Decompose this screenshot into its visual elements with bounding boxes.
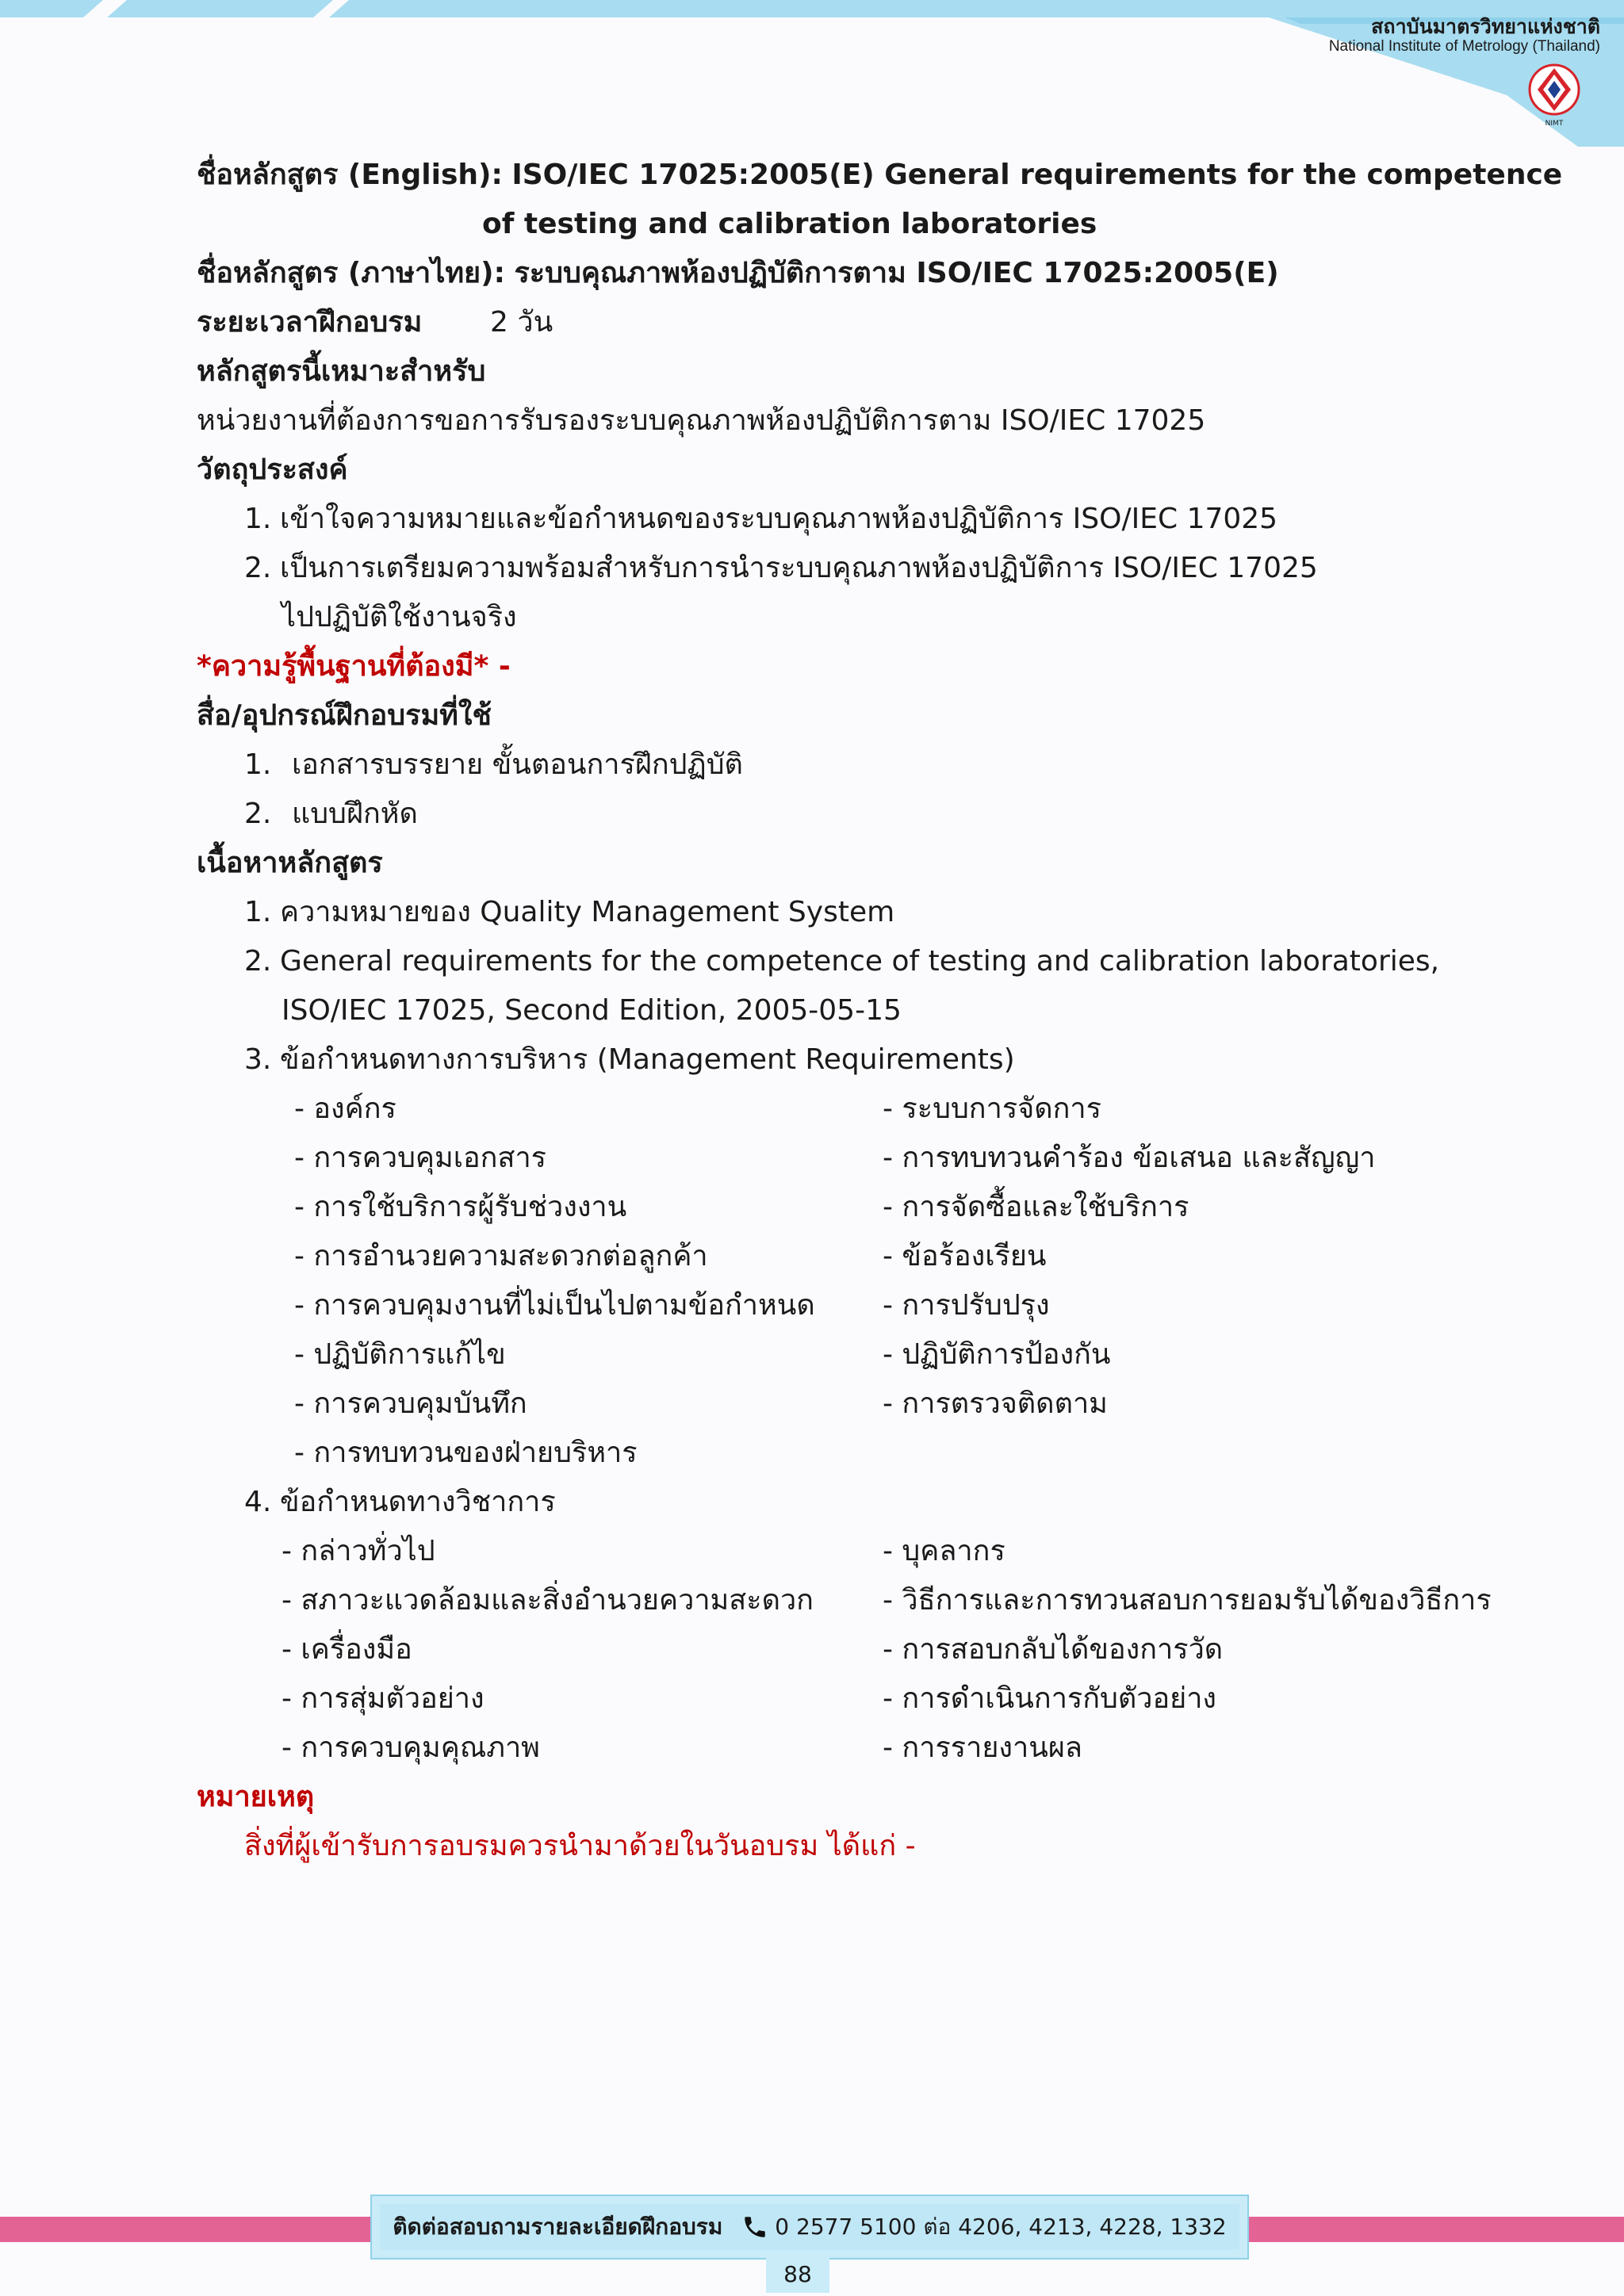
content-text: ความหมายของ Quality Management System — [280, 896, 895, 928]
content-text: ข้อกำหนดทางวิชาการ — [280, 1486, 556, 1518]
list-item: - บุคลากร — [883, 1535, 1005, 1567]
list-item: - การตรวจติดตาม — [883, 1387, 1108, 1420]
list-row — [197, 1625, 1505, 1674]
org-name-english: National Institute of Metrology (Thailand) — [1328, 38, 1600, 55]
media-num: 1. — [244, 748, 272, 781]
objective-item — [197, 544, 1505, 593]
objective-text: เป็นการเตรียมความพร้อมสำหรับการนำระบบคุณภาพห้องปฏิบัติการ ISO/IEC 17025 — [280, 552, 1318, 584]
content-num: 1. — [244, 896, 272, 928]
svg-text:NIMT: NIMT — [1545, 120, 1564, 128]
note-text: สิ่งที่ผู้เข้ารับการอบรมควรนำมาด้วยในวันอบรม ได้แก่ - — [244, 1830, 916, 1862]
media-num: 2. — [244, 798, 272, 830]
list-row — [197, 1724, 1505, 1773]
contact-phone — [741, 2210, 1226, 2244]
list-row — [197, 1429, 1505, 1478]
list-item: - การปรับปรุง — [883, 1289, 1050, 1322]
list-item: - สภาวะแวดล้อมและสิ่งอำนวยความสะดวก — [282, 1584, 814, 1617]
objective-item — [197, 495, 1505, 544]
audience-heading: หลักสูตรนี้เหมาะสำหรับ — [197, 355, 486, 388]
content-item — [197, 937, 1505, 986]
list-item: - ระบบการจัดการ — [883, 1093, 1101, 1125]
list-item: - ข้อร้องเรียน — [883, 1240, 1047, 1272]
list-item: - ปฏิบัติการป้องกัน — [883, 1338, 1111, 1371]
management-requirements-list — [197, 1085, 1505, 1478]
content-item — [197, 1478, 1505, 1527]
list-row — [197, 1281, 1505, 1330]
list-item: - เครื่องมือ — [282, 1633, 412, 1666]
contact-box — [370, 2195, 1249, 2260]
list-row — [197, 1183, 1505, 1232]
list-item: - การควบคุมงานที่ไม่เป็นไปตามข้อกำหนด — [294, 1289, 815, 1322]
list-row — [197, 1674, 1505, 1724]
list-row — [197, 1527, 1505, 1576]
nimt-logo — [1528, 63, 1580, 128]
course-name-en: ISO/IEC 17025:2005(E) General requirements for the competence — [511, 159, 1563, 191]
list-row — [197, 1380, 1505, 1429]
objective-num: 1. — [244, 503, 272, 535]
media-item — [197, 790, 1505, 839]
media-text: แบบฝึกหัด — [292, 798, 418, 830]
list-item: - การทบทวนคำร้อง ข้อเสนอ และสัญญา — [883, 1142, 1376, 1174]
list-item: - การใช้บริการผู้รับช่วงงาน — [294, 1191, 627, 1223]
content-text: General requirements for the competence of testing and calibration laboratories, — [280, 945, 1440, 978]
phone-icon — [741, 2214, 768, 2241]
list-item: - การรายงานผล — [883, 1732, 1082, 1764]
objective-num: 2. — [244, 552, 272, 584]
list-row — [197, 1232, 1505, 1281]
duration-label: ระยะเวลาฝึกอบรม — [197, 306, 423, 339]
technical-requirements-list — [197, 1527, 1505, 1773]
list-item: - การควบคุมเอกสาร — [294, 1142, 546, 1174]
duration-value: 2 วัน — [490, 306, 553, 339]
list-item: - การทบทวนของฝ่ายบริหาร — [294, 1437, 638, 1469]
prerequisite: *ความรู้พื้นฐานที่ต้องมี* - — [197, 650, 511, 683]
phone-number: 0 2577 5100 ต่อ 4206, 4213, 4228, 1332 — [775, 2214, 1227, 2240]
course-name-en-cont: of testing and calibration laboratories — [482, 208, 1097, 240]
list-row — [197, 1134, 1505, 1183]
list-item: - วิธีการและการทวนสอบการยอมรับได้ของวิธีการ — [883, 1584, 1492, 1617]
course-name-en-label: ชื่อหลักสูตร (English): — [197, 159, 503, 191]
content-num: 4. — [244, 1486, 272, 1518]
list-row — [197, 1576, 1505, 1625]
objective-text-cont: ไปปฏิบัติใช้งานจริง — [282, 601, 517, 633]
course-name-th: ระบบคุณภาพห้องปฏิบัติการตาม ISO/IEC 17025:2005(E) — [514, 257, 1279, 289]
list-item: - การจัดซื้อและใช้บริการ — [883, 1191, 1189, 1223]
media-heading: สื่อ/อุปกรณ์ฝึกอบรมที่ใช้ — [197, 699, 492, 732]
list-item: - องค์กร — [294, 1093, 396, 1125]
content-item — [197, 1035, 1505, 1085]
content-text-cont: ISO/IEC 17025, Second Edition, 2005-05-15 — [282, 994, 902, 1027]
objectives-heading: วัตถุประสงค์ — [197, 453, 348, 486]
list-row — [197, 1330, 1505, 1380]
course-name-th-label: ชื่อหลักสูตร (ภาษาไทย): — [197, 257, 505, 289]
media-text: เอกสารบรรยาย ขั้นตอนการฝึกปฏิบัติ — [292, 748, 743, 781]
list-item: - การควบคุมบันทึก — [294, 1387, 527, 1420]
contact-label: ติดต่อสอบถามรายละเอียดฝึกอบรม — [393, 2214, 723, 2240]
list-row — [197, 1085, 1505, 1134]
content-num: 3. — [244, 1043, 272, 1076]
content-item — [197, 888, 1505, 937]
list-item: - การอำนวยความสะดวกต่อลูกค้า — [294, 1240, 708, 1272]
note-heading: หมายเหตุ — [197, 1781, 315, 1813]
content-heading: เนื้อหาหลักสูตร — [197, 847, 383, 879]
content-text: ข้อกำหนดทางการบริหาร (Management Requirements) — [280, 1043, 1015, 1076]
course-content — [197, 151, 1563, 1871]
list-item: - ปฏิบัติการแก้ไข — [294, 1338, 506, 1371]
page-number: 88 — [766, 2256, 829, 2293]
media-item — [197, 740, 1505, 790]
content-num: 2. — [244, 945, 272, 978]
list-item: - การควบคุมคุณภาพ — [282, 1732, 540, 1764]
audience-text: หน่วยงานที่ต้องการขอการรับรองระบบคุณภาพห้องปฏิบัติการตาม ISO/IEC 17025 — [197, 404, 1206, 437]
contact-inner — [380, 2204, 1239, 2250]
list-item: - การสุ่มตัวอย่าง — [282, 1682, 485, 1715]
objective-text: เข้าใจความหมายและข้อกำหนดของระบบคุณภาพห้องปฏิบัติการ ISO/IEC 17025 — [280, 503, 1278, 535]
org-name-thai: สถาบันมาตรวิทยาแห่งชาติ — [1371, 15, 1600, 38]
list-item: - การดำเนินการกับตัวอย่าง — [883, 1682, 1216, 1715]
list-item: - การสอบกลับได้ของการวัด — [883, 1633, 1224, 1666]
list-item: - กล่าวทั่วไป — [282, 1535, 435, 1567]
